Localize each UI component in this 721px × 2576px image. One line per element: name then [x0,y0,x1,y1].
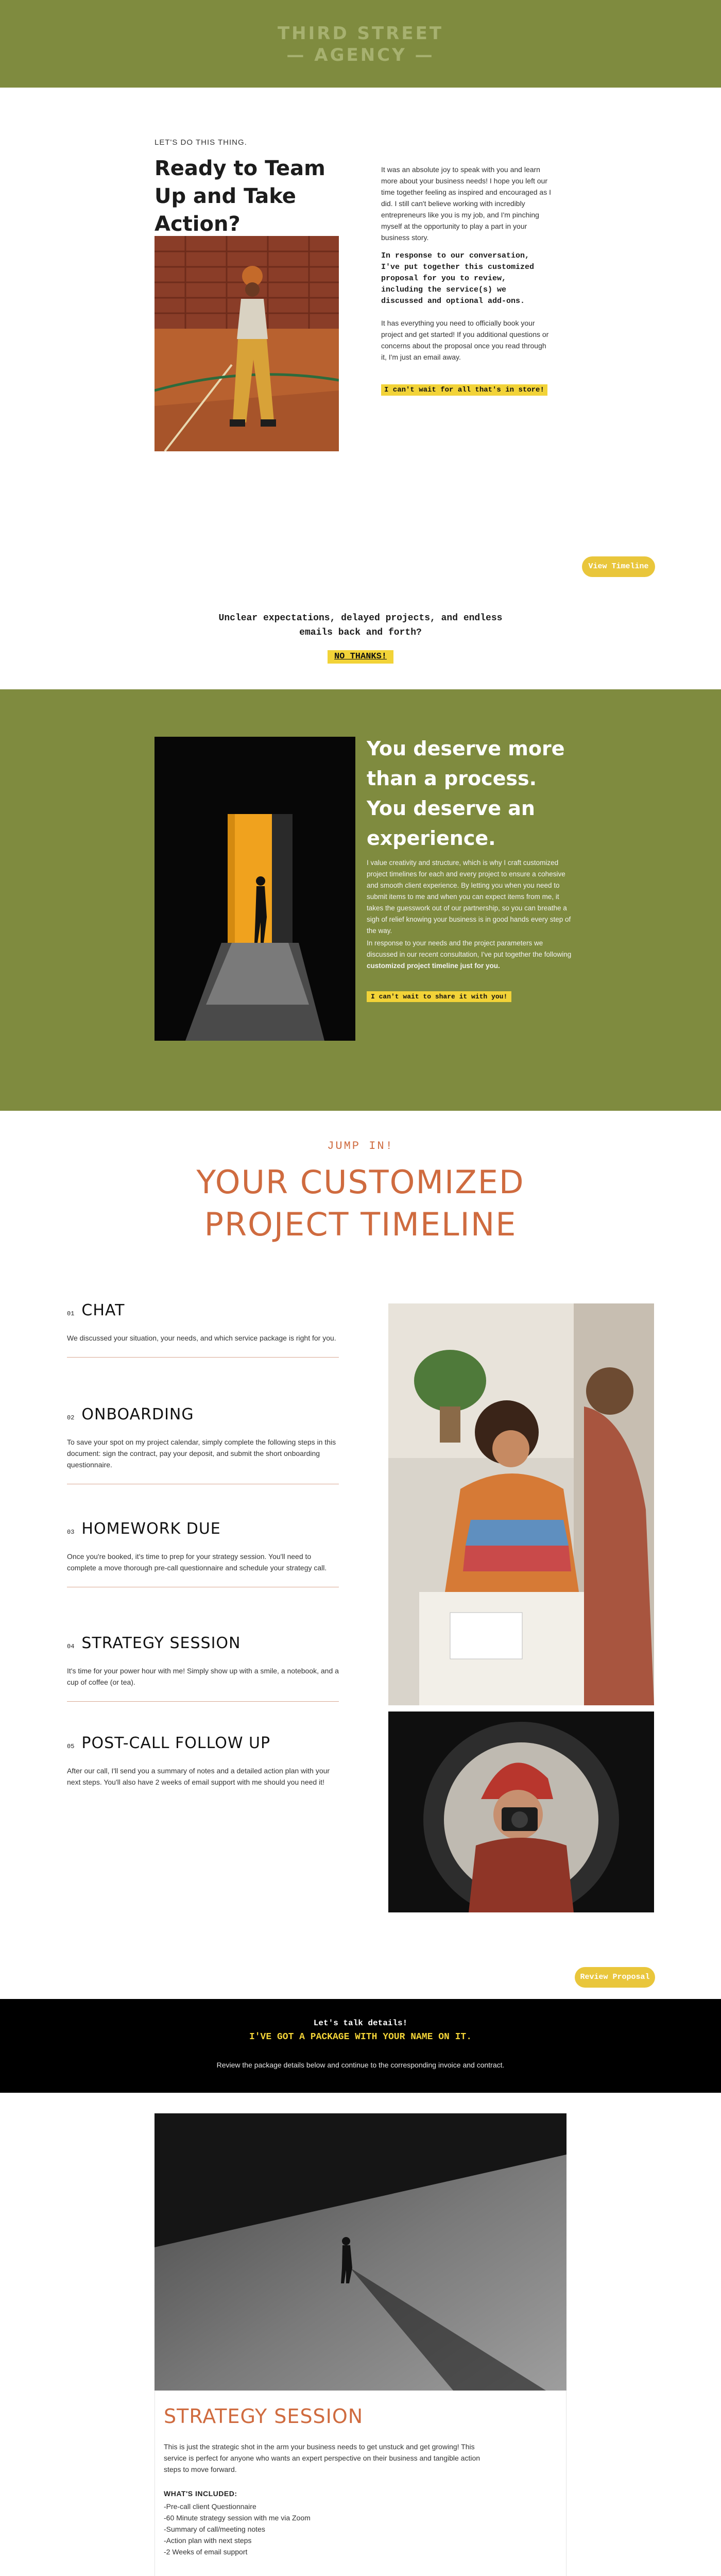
timeline-kicker: JUMP IN! [327,1140,394,1153]
step-title: HOMEWORK DUE [81,1520,221,1538]
decline-question: Unclear expectations, delayed projects, and endless emails back and forth? [218,613,503,638]
package-description: This is just the strategic shot in the arm your business needs to get unstuck and get growing! This service is perfect for anyone who wants an expert perspective on their business and tangible action steps to move forward. [164,2443,480,2473]
included-item: -Summary of call/meeting notes [164,2525,265,2533]
included-item: -2 Weeks of email support [164,2548,248,2556]
details-kicker: Let's talk details! [313,2019,408,2028]
process-section [0,689,721,1111]
agency-logo[interactable]: THIRD STREET — AGENCY — [277,23,444,65]
step-title: STRATEGY SESSION [81,1634,241,1652]
step-description: To save your spot on my project calendar, simply complete the following steps in this document: sign the contract, pay your deposit, and submit the short onboarding questionnaire. [67,1438,336,1469]
included-item: -Action plan with next steps [164,2536,252,2545]
step-divider [67,1701,339,1702]
included-item: -Pre-call client Questionnaire [164,2502,256,2511]
intro-highlight: I can't wait for all that's in store! [381,384,547,396]
step-title: ONBOARDING [81,1405,194,1423]
review-proposal-button[interactable]: Review Proposal [575,1967,655,1988]
basketball-player-photo [154,236,339,451]
timeline-step-follow-up [67,1733,339,1788]
step-number: 02 [67,1414,75,1421]
team-working-photo [388,1303,654,1705]
timeline-step-strategy-session [67,1633,339,1702]
step-number: 01 [67,1310,75,1317]
intro-paragraph-1: It was an absolute joy to speak with you and learn more about your business needs! I hope you left our time together feeling as inspired and encouraged as I did. I still can't believe working with incredibly entrepreneurs like you is my job, and I'm pinching myself at the opportunity to play a part in your business story. [381,165,551,242]
details-description: Review the package details below and continue to the corresponding invoice and contract. [216,2061,505,2069]
step-divider [67,1357,339,1358]
step-number: 05 [67,1743,75,1750]
timeline-step-chat [67,1300,339,1358]
photographer-photo [388,1711,654,1912]
step-number: 03 [67,1529,75,1536]
doorway-photo [154,737,355,1041]
intro-paragraph-3: It has everything you need to officially book your project and get started! If you additional questions or concerns about the proposal once you read through it, I'm just an email away. [381,319,549,361]
process-paragraph-2-lead: In response to your needs and the project parameters we discussed in our recent consultation, I've put together the following [367,939,572,958]
view-timeline-button[interactable]: View Timeline [582,556,655,577]
timeline-step-onboarding [67,1404,339,1484]
step-description: It's time for your power hour with me! Simply show up with a smile, a notebook, and a cup of coffee (or tea). [67,1667,339,1686]
step-number: 04 [67,1643,75,1650]
process-highlight: I can't wait to share it with you! [367,991,511,1002]
intro-eyebrow: LET'S DO THIS THING. [154,138,247,147]
step-description: After our call, I'll send you a summary of notes and a detailed action plan with your next steps. You'll also have 2 weeks of email support with me should you need it! [67,1767,330,1786]
process-paragraph-2-bold: customized project timeline just for you. [367,962,500,970]
strategy-session-photo [154,2113,566,2391]
step-title: POST-CALL FOLLOW UP [81,1734,271,1752]
no-thanks-link[interactable]: NO THANKS! [328,650,393,664]
step-description: We discussed your situation, your needs, and which service package is right for you. [67,1334,336,1342]
timeline-title: YOUR CUSTOMIZED PROJECT TIMELINE [196,1163,525,1243]
step-title: CHAT [81,1301,125,1319]
process-paragraph-2 [367,938,573,972]
intro-paragraph-2: In response to our conversation, I've put together this customized proposal for you to review, including the service(s) we discussed and optional add-ons. [381,251,535,306]
process-paragraph-1: I value creativity and structure, which is why I craft customized project timelines for each and every project to ensure a cohesive and smooth client experience. By letting you when you need to submit items to me and when you can expect items from me, it takes the guesswork out of our partnership, so you can breathe a sigh of relief knowing your business is in good hands every step of the way. [367,859,571,935]
package-title: STRATEGY SESSION [164,2405,364,2428]
timeline-step-homework [67,1519,339,1587]
included-item: -60 Minute strategy session with me via Zoom [164,2514,311,2522]
intro-title: Ready to Team Up and Take Action? [154,157,325,236]
included-label: WHAT'S INCLUDED: [164,2489,237,2498]
step-description: Once you're booked, it's time to prep for your strategy session. You'll need to complete a move thorough pre-call questionnaire and schedule your strategy call. [67,1552,327,1572]
included-list [164,2501,311,2557]
process-title: You deserve more than a process. You deserve an experience. [367,737,565,850]
details-title: I'VE GOT A PACKAGE WITH YOUR NAME ON IT. [249,2032,472,2042]
details-band [0,1999,721,2093]
